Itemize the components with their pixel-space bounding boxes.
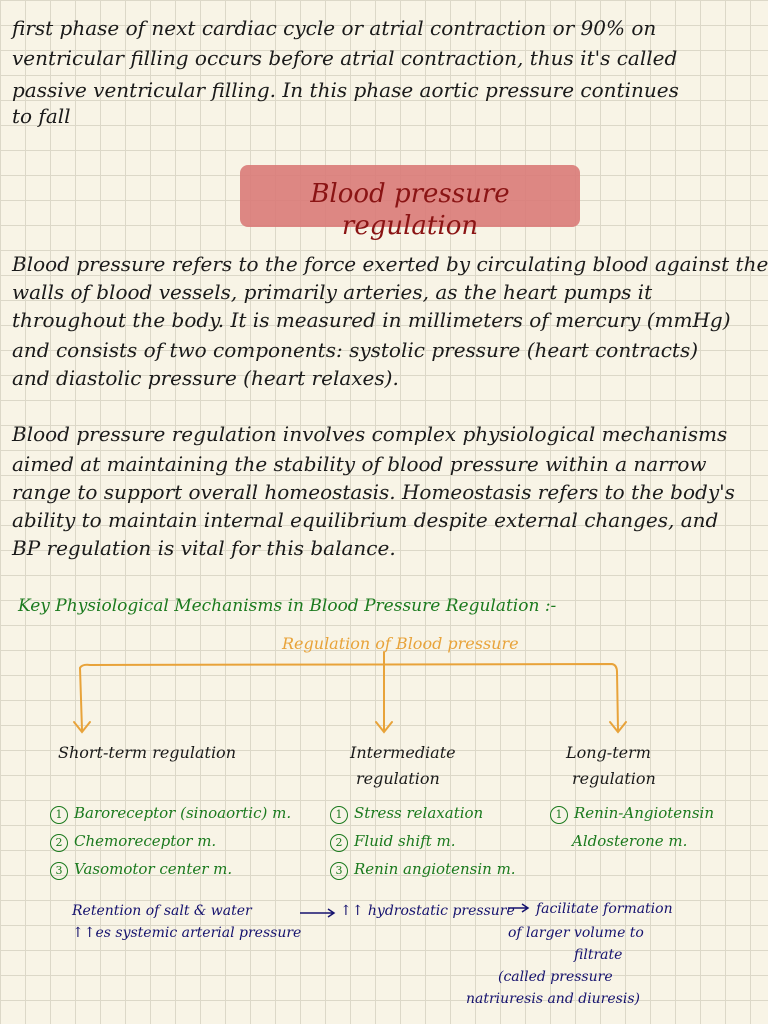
number-badge: 2 [50, 834, 68, 852]
long-term-heading-2: regulation [572, 769, 656, 788]
short-term-item-3: 3 Vasomotor center m. [50, 858, 232, 880]
right-branch [617, 672, 618, 730]
intermediate-item-1: 1 Stress relaxation [330, 802, 483, 824]
left-branch [80, 668, 82, 730]
notes-arrow-1 [300, 909, 334, 917]
note-called-pressure: (called pressure [498, 969, 613, 985]
intermediate-heading-2: regulation [356, 769, 440, 788]
intermediate-item-3: 3 Renin angiotensin m. [330, 858, 516, 880]
short-term-item-1: 1 Baroreceptor (sinoaortic) m. [50, 802, 291, 824]
para2-line-2: aimed at maintaining the stability of blood pressure within a narrow [12, 452, 707, 476]
para1-line-4: and consists of two components: systolic pressure (heart contracts) [12, 338, 699, 362]
para2-line-3: range to support overall homeostasis. Homeostasis refers to the body's [12, 480, 735, 504]
long-term-item-1: 1 Renin-Angiotensin [550, 802, 714, 824]
long-term-item-2: Aldosterone m. [572, 832, 688, 850]
number-badge: 1 [550, 806, 568, 824]
number-badge: 1 [50, 806, 68, 824]
para1-line-5: and diastolic pressure (heart relaxes). [12, 366, 399, 390]
branch-bar [80, 664, 617, 672]
number-badge: 3 [330, 862, 348, 880]
intro-line-2: ventricular filling occurs before atrial contraction, thus it's called [12, 46, 678, 70]
diagram-root-label: Regulation of Blood pressure [282, 634, 519, 653]
note-filtrate: filtrate [574, 947, 623, 963]
number-badge: 1 [330, 806, 348, 824]
intro-line-1: first phase of next cardiac cycle or atrial contraction or 90% on [12, 16, 657, 40]
intermediate-heading-1: Intermediate [350, 743, 456, 762]
intro-line-3: passive ventricular filling. In this phase aortic pressure continues [12, 78, 679, 102]
para2-line-4: ability to maintain internal equilibrium despite external changes, and [12, 508, 719, 532]
note-natriuresis: natriuresis and diuresis) [466, 991, 640, 1007]
intermediate-item-2: 2 Fluid shift m. [330, 830, 456, 852]
note-larger-volume: of larger volume to [508, 925, 644, 941]
para2-line-5: BP regulation is vital for this balance. [12, 536, 396, 560]
note-facilitate: facilitate formation [536, 901, 673, 917]
key-mechanisms-heading: Key Physiological Mechanisms in Blood Pressure Regulation :- [18, 596, 557, 616]
long-term-heading-1: Long-term [566, 743, 651, 762]
para1-line-2: walls of blood vessels, primarily arteries, as the heart pumps it [12, 280, 653, 304]
number-badge: 3 [50, 862, 68, 880]
number-badge: 2 [330, 834, 348, 852]
intro-line-4: to fall [12, 104, 71, 128]
para2-line-1: Blood pressure regulation involves complex physiological mechanisms [12, 422, 728, 446]
page-title: Blood pressure regulation [310, 179, 510, 241]
note-retention: Retention of salt & water [72, 903, 252, 919]
note-systemic-pressure: ↑↑es systemic arterial pressure [72, 925, 302, 941]
short-term-heading: Short-term regulation [58, 743, 236, 762]
short-term-item-2: 2 Chemoreceptor m. [50, 830, 216, 852]
para1-line-3: throughout the body. It is measured in millimeters of mercury (mmHg) [12, 308, 731, 332]
para1-line-1: Blood pressure refers to the force exerted by circulating blood against the [12, 252, 768, 276]
note-hydrostatic: ↑↑ hydrostatic pressure [340, 903, 515, 919]
